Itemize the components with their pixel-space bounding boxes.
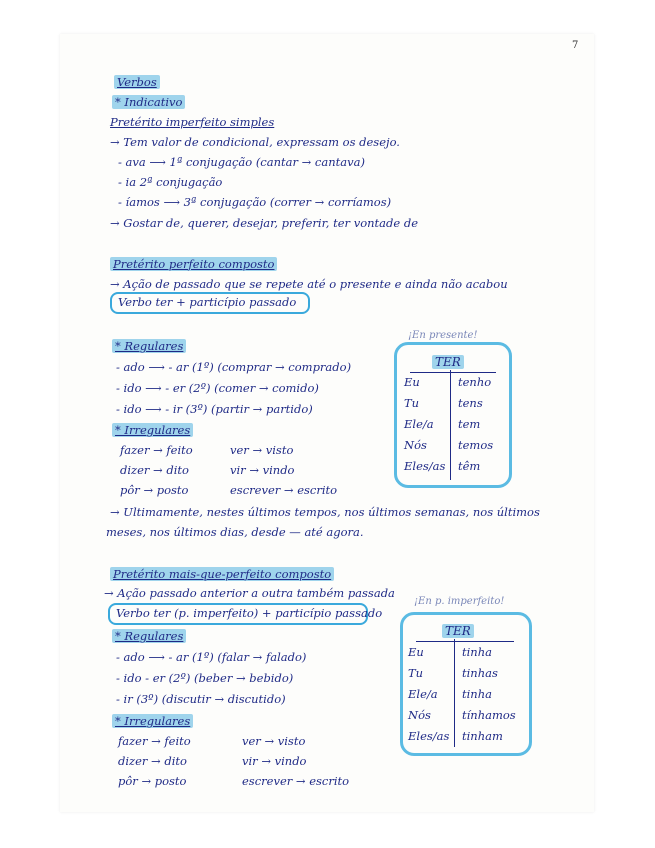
sec2-note2: meses, nos últimos dias, desde — até agora.	[106, 525, 364, 539]
table2-form-2: tinha	[462, 687, 492, 701]
table1-pronoun-0: Eu	[404, 375, 420, 389]
sec3-formula: Verbo ter (p. imperfeito) + particípio passado	[116, 606, 383, 620]
sec2-irreg-right-2: escrever → escrito	[230, 483, 338, 497]
sec2-regulares-title: * Regulares	[112, 339, 186, 353]
sec2-formula: Verbo ter + particípio passado	[118, 295, 297, 309]
sec2-irreg-left-1: dizer → dito	[120, 463, 189, 477]
sec2-heading: Pretérito perfeito composto	[110, 257, 277, 271]
sec3-regulares-title: * Regulares	[112, 629, 186, 643]
sec1-line-4: → Gostar de, querer, desejar, preferir, ter vontade de	[110, 216, 418, 230]
table2-divider	[454, 639, 455, 747]
sec2-irreg-right-1: vir → vindo	[230, 463, 295, 477]
sec3-regular-0: - ado ⟶ - ar (1º) (falar → falado)	[116, 650, 307, 664]
sec2-irreg-left-2: pôr → posto	[120, 483, 189, 497]
sec2-regular-1: - ido ⟶ - er (2º) (comer → comido)	[116, 381, 319, 395]
sec3-irreg-left-0: fazer → feito	[118, 734, 191, 748]
table2-pronoun-0: Eu	[408, 645, 424, 659]
table1-pronoun-2: Ele/a	[404, 417, 434, 431]
sec2-line1: → Ação de passado que se repete até o presente e ainda não acabou	[110, 277, 508, 291]
table2-form-3: tínhamos	[462, 708, 516, 722]
page-number: 7	[572, 40, 579, 51]
table2-pronoun-2: Ele/a	[408, 687, 438, 701]
table1-note: ¡En presente!	[408, 330, 478, 341]
table2-pronoun-3: Nós	[408, 708, 431, 722]
sec3-irreg-left-2: pôr → posto	[118, 774, 187, 788]
table2-title: TER	[442, 624, 474, 638]
sec3-heading: Pretérito mais-que-perfeito composto	[110, 567, 334, 581]
table2-header-rule	[416, 641, 514, 642]
table1-form-4: têm	[458, 459, 481, 473]
table2-form-0: tinha	[462, 645, 492, 659]
sec2-regular-0: - ado ⟶ - ar (1º) (comprar → comprado)	[116, 360, 352, 374]
sec3-irreg-right-2: escrever → escrito	[242, 774, 350, 788]
table2-pronoun-1: Tu	[408, 666, 424, 680]
sec2-irreg-left-0: fazer → feito	[120, 443, 193, 457]
table1-pronoun-1: Tu	[404, 396, 420, 410]
sec3-irreg-left-1: dizer → dito	[118, 754, 187, 768]
table1-pronoun-3: Nós	[404, 438, 427, 452]
sec3-irreg-right-0: ver → visto	[242, 734, 306, 748]
sec2-irreg-right-0: ver → visto	[230, 443, 294, 457]
table1-header-rule	[410, 372, 496, 373]
sec3-line1: → Ação passado anterior a outra também passada	[104, 586, 395, 600]
sec1-line-2: - ia 2ª conjugação	[118, 175, 223, 189]
table2-pronoun-4: Eles/as	[408, 729, 450, 743]
sec2-formula-box	[110, 292, 310, 314]
table1-form-1: tens	[458, 396, 483, 410]
table2-form-4: tinham	[462, 729, 503, 743]
sec2-note1: → Ultimamente, nestes últimos tempos, nos últimos semanas, nos últimos	[110, 505, 540, 519]
table1-form-3: temos	[458, 438, 494, 452]
sec1-line-0: → Tem valor de condicional, expressam os desejo.	[110, 135, 400, 149]
table1-form-2: tem	[458, 417, 481, 431]
table1-divider	[450, 370, 451, 480]
table1-title: TER	[432, 355, 464, 369]
table2-note: ¡En p. imperfeito!	[414, 596, 505, 607]
sec2-regular-2: - ido ⟶ - ir (3º) (partir → partido)	[116, 402, 313, 416]
sec3-formula-box	[108, 603, 383, 625]
notebook-page	[60, 34, 594, 812]
sec2-irregulares-title: * Irregulares	[112, 423, 193, 437]
sec3-regular-2: - ir (3º) (discutir → discutido)	[116, 692, 286, 706]
sec1-heading: Pretérito imperfeito simples	[110, 115, 275, 129]
sec3-irregulares-title: * Irregulares	[112, 714, 193, 728]
sec3-irreg-right-1: vir → vindo	[242, 754, 307, 768]
sec1-line-1: - ava ⟶ 1ª conjugação (cantar → cantava)	[118, 155, 365, 169]
page-title: Verbos	[114, 75, 160, 89]
table2-form-1: tinhas	[462, 666, 498, 680]
sec3-regular-1: - ido - er (2º) (beber → bebido)	[116, 671, 294, 685]
indicativo-heading: * Indicativo	[112, 95, 185, 109]
table1-pronoun-4: Eles/as	[404, 459, 446, 473]
sec1-line-3: - íamos ⟶ 3ª conjugação (correr → corríamos)	[118, 195, 392, 209]
table1-form-0: tenho	[458, 375, 492, 389]
